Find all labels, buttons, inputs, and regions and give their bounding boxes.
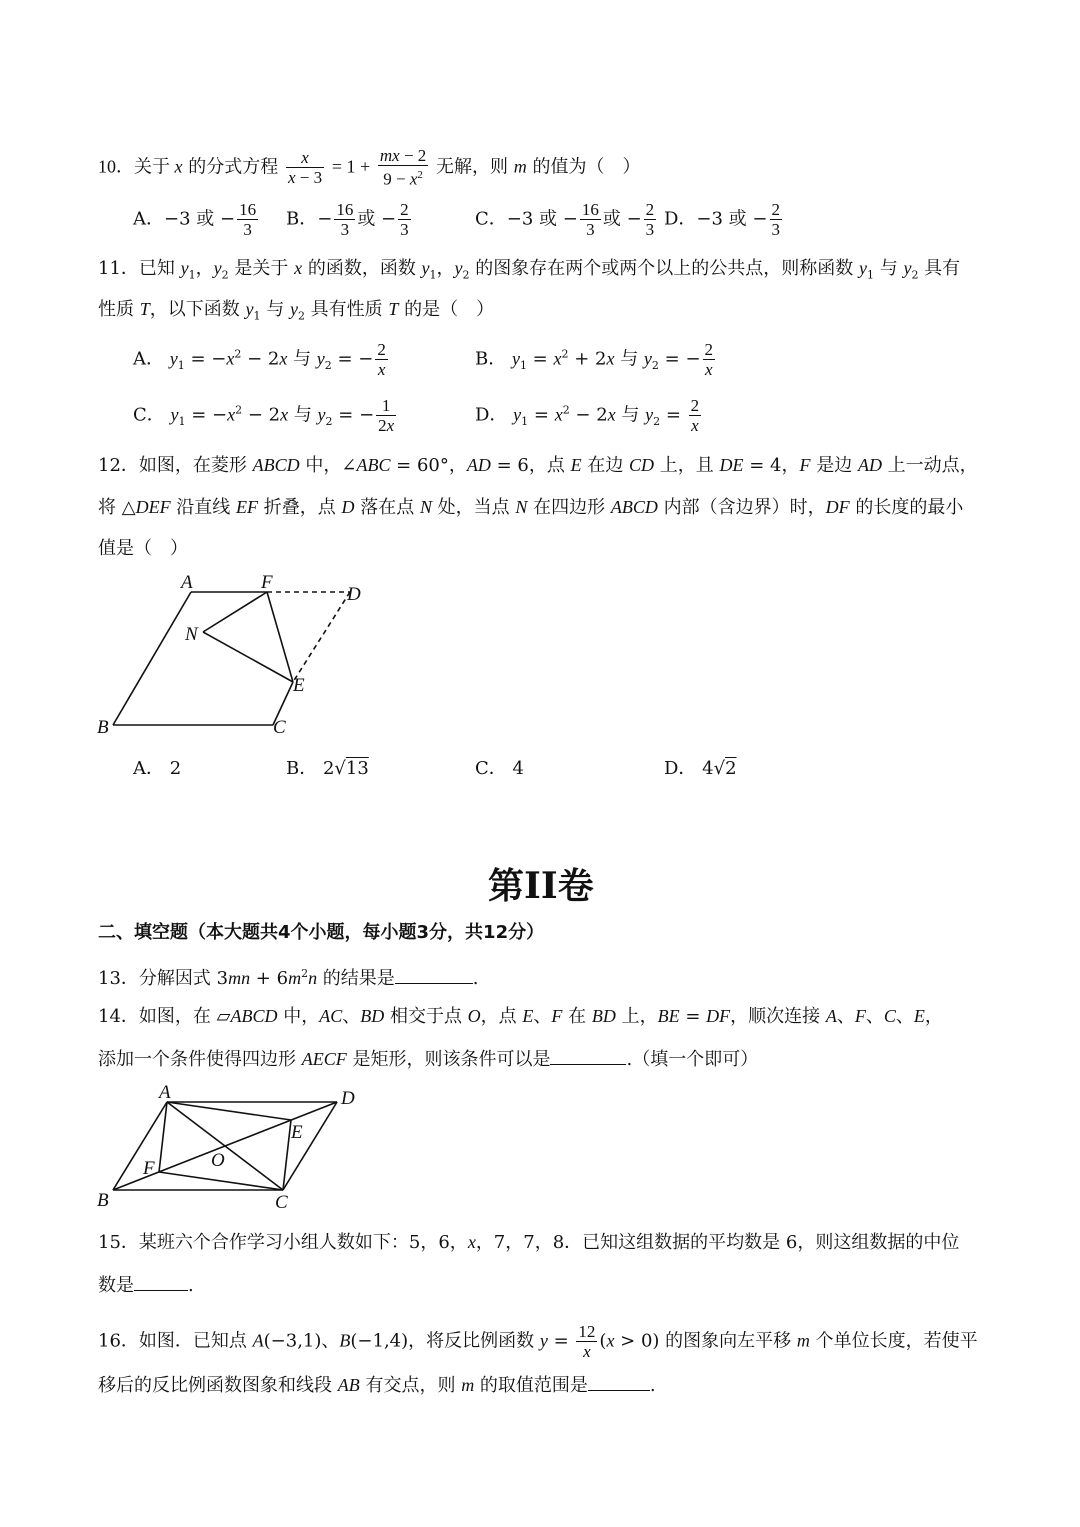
q12-option-a: A． 2 [133, 758, 182, 779]
q10-option-a: A．−3 或 − $\frac{16}{3}$ [133, 200, 257, 239]
label-e: E [293, 675, 305, 696]
label-d: D [341, 1088, 355, 1109]
section-title: 第II卷 [488, 865, 594, 907]
q11-line2: 性质 T，以下函数 $y_1$ 与 $y_2$ 具有性质 T 的是（ ） [98, 299, 495, 323]
label-d: D [347, 584, 361, 605]
q11-line1: 11．已知 $y_1$，$y_2$ 是关于 x 的函数，函数 $y_1$，$y_2$ 的图象存在两个或两个以上的公共点，则称函数 $y_1$ 与 $y_2$ 具有 [98, 258, 961, 282]
label-b: B [97, 717, 109, 738]
label-a: A [159, 1082, 171, 1103]
q12-option-b: B． 2√13 [286, 758, 369, 779]
label-a: A [181, 572, 193, 593]
label-f: F [143, 1158, 155, 1179]
q10-stem: 10．关于 x 的分式方程 $\frac{x}{x - 3}$ = 1 + $\frac{mx - 2}{9 - x^2}$ 无解，则 m 的值为（ ） [98, 146, 641, 189]
q14-line2: 添加一个条件使得四边形 AECF 是矩形，则该条件可以是 .（填一个即可） [98, 1046, 758, 1072]
q12-rhombus-figure [95, 570, 385, 740]
q10-option-c: C．−3 或 − $\frac{16}{3}$ 或 − $\frac{2}{3}$ [475, 200, 655, 239]
label-o: O [211, 1150, 225, 1171]
q11-option-c: C． $y_1 = -x^2 - 2x$ 与 $y_2$ = − $\frac{1}{2x}$ [133, 396, 395, 435]
q11-option-b: B． $y_1 = x^2 + 2x$ 与 $y_2$ = − $\frac{2}{x}$ [475, 340, 714, 379]
q15-line1: 15．某班六个合作学习小组人数如下：5，6，x，7，7，8．已知这组数据的平均数是 6，则这组数据的中位 [98, 1232, 960, 1253]
label-e: E [291, 1122, 303, 1143]
label-c: C [273, 717, 286, 738]
q14-line1: 14．如图，在 ▱ABCD 中，AC、BD 相交于点 O，点 E、F 在 BD 上，BE = DF，顺次连接 A、F、C、E， [98, 1006, 943, 1027]
label-f: F [261, 572, 273, 593]
label-b: B [97, 1190, 109, 1210]
q12-line2: 将 △DEF 沿直线 EF 折叠，点 D 落在点 N 处，当点 N 在四边形 ABCD 内部（含边界）时，DF 的长度的最小 [98, 497, 964, 518]
q13: 13．分解因式 $3mn + 6m^2n$ 的结果是 . [98, 967, 479, 989]
q14-parallelogram-figure [95, 1080, 365, 1210]
label-n: N [185, 624, 198, 645]
q12-line3: 值是（ ） [98, 538, 188, 559]
section2-heading: 二、填空题（本大题共4个小题，每小题3分，共12分） [98, 922, 545, 943]
q10-option-b: B．− $\frac{16}{3}$ 或 − $\frac{2}{3}$ [286, 200, 409, 239]
q16-line1: 16．如图．已知点 A(−3,1)、B(−1,4)，将反比例函数 y = $\frac{12}{x}$ (x > 0) 的图象向左平移 m 个单位长度，若使平 [98, 1322, 978, 1361]
q12-option-d: D． 4√2 [664, 758, 737, 779]
q16-line2: 移后的反比例函数图象和线段 AB 有交点，则 m 的取值范围是 . [98, 1372, 656, 1398]
q12-line1: 12．如图，在菱形 ABCD 中，∠ABC = 60°，AD = 6，点 E 在边 CD 上，且 DE = 4，F 是边 AD 上一动点， [98, 455, 978, 476]
q12-option-c: C． 4 [475, 758, 524, 779]
label-c: C [275, 1192, 288, 1210]
q15-line2: 数是 . [98, 1272, 194, 1298]
q10-option-d: D．−3 或 − $\frac{2}{3}$ [664, 200, 780, 239]
q11-option-d: D． $y_1 = x^2 - 2x$ 与 $y_2$ = $\frac{2}{x}$ [475, 396, 700, 435]
q11-option-a: A． $y_1 = -x^2 - 2x$ 与 $y_2$ = − $\frac{2}{x}$ [133, 340, 386, 379]
